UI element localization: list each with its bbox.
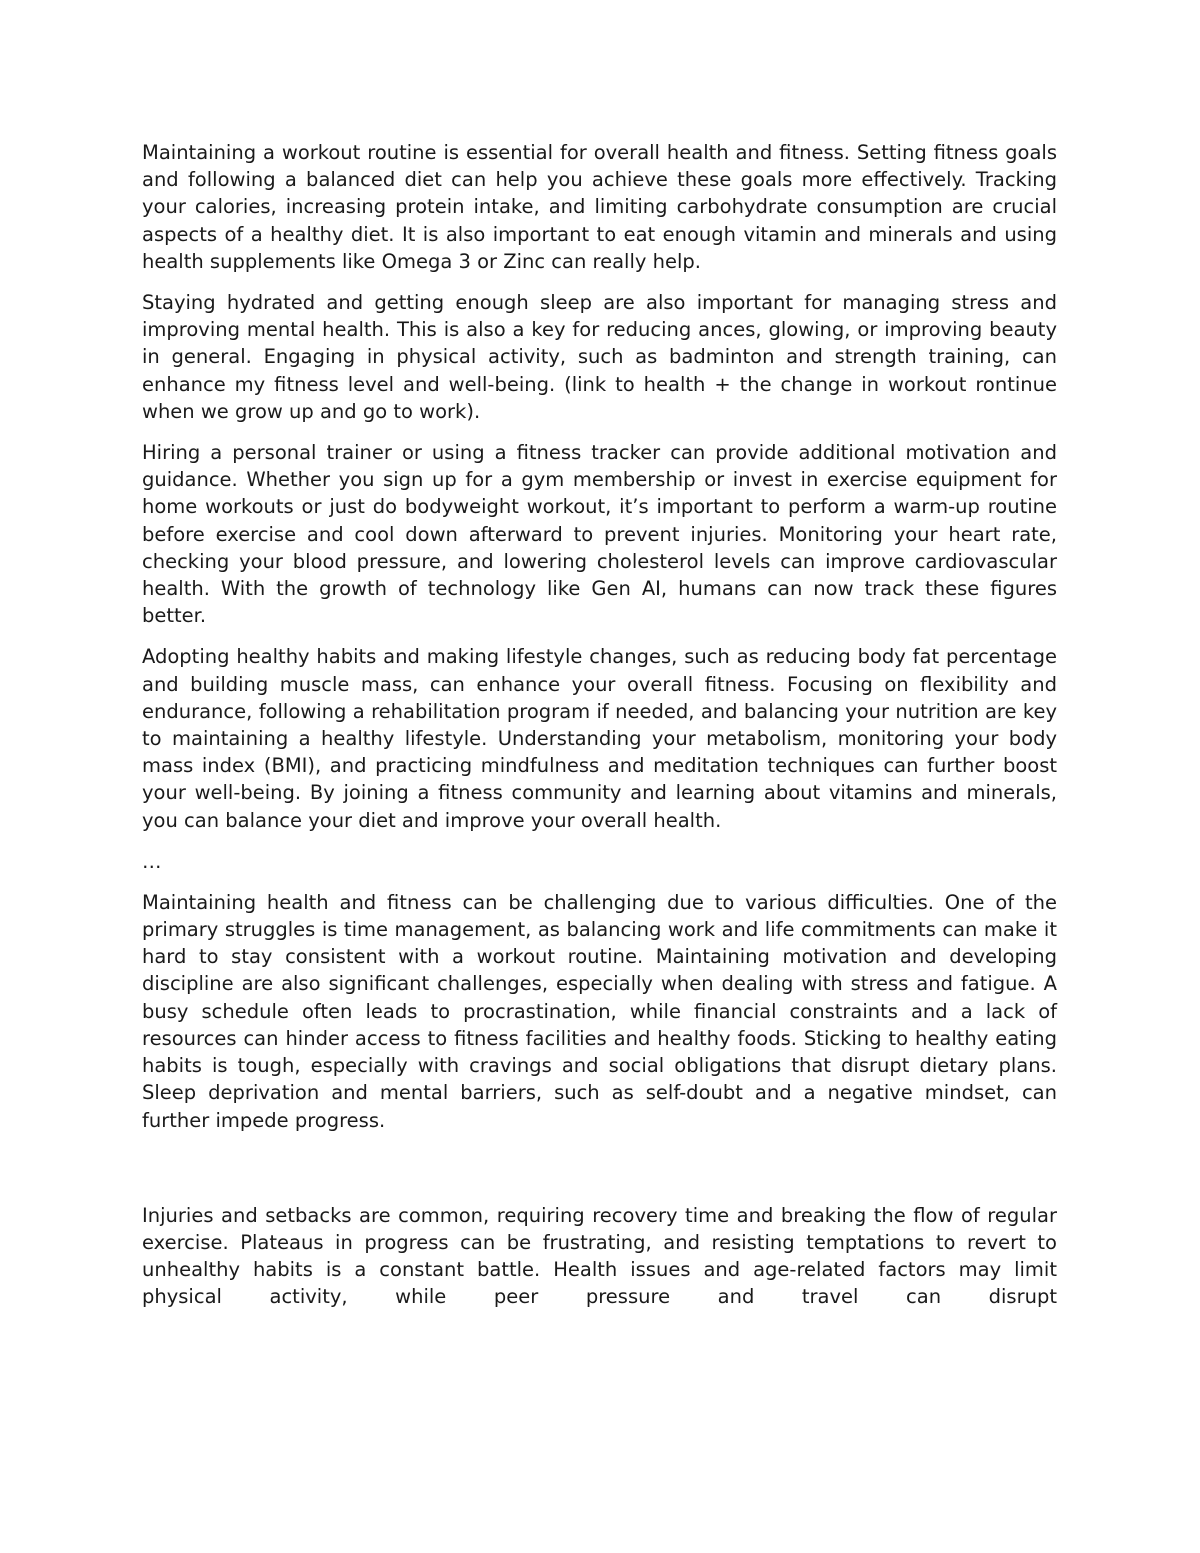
paragraph-trainer-tracker: Hiring a personal trainer or using a fitness tracker can provide additional motivation and guidance. Whether you sign up for a gym membership or invest in exercise equipment for home workouts or just do bodyweight workout, it’s important to perform a warm-up routine before exercise and cool down afterward to prevent injuries. Monitoring your heart rate, checking your blood pressure, and lowering cholesterol levels can improve cardiovascular health. With the growth of technology like Gen AI, humans can now track these figures better.: [142, 441, 1057, 628]
paragraph-challenges: Maintaining health and fitness can be challenging due to various difficulties. One of the primary struggles is time management, as balancing work and life commitments can make it hard to stay consistent with a workout routine. Maintaining motivation and developing discipline are also significant challenges, especially when dealing with stress and fatigue. A busy schedule often leads to procrastination, while financial constraints and a lack of resources can hinder access to fitness facilities and healthy foods. Sticking to healthy eating habits is tough, especially with cravings and social obligations that disrupt dietary plans. Sleep deprivation and mental barriers, such as self-doubt and a negative mindset, can further impede progress.: [142, 890, 1057, 1132]
paragraph-workout-routine: Maintaining a workout routine is essential for overall health and fitness. Setting fitness goals and following a balanced diet can help you achieve these goals more effectively. Tracking your calories, increasing protein intake, and limiting carbohydrate consumption are crucial aspects of a healthy diet. It is also important to eat enough vitamin and minerals and using health supplements like Omega 3 or Zinc can really help.: [142, 141, 1057, 273]
ellipsis-separator: …: [142, 849, 162, 873]
paragraph-injuries-setbacks: Injuries and setbacks are common, requiring recovery time and breaking the flow of regular exercise. Plateaus in progress can be frustrating, and resisting temptations to revert to unhealthy habits is a constant battle. Health issues and age-related factors may limit physical activity, while peer pressure and travel can disrupt: [142, 1203, 1057, 1309]
blank-line: [142, 1148, 1057, 1202]
document-page: [142, 139, 1057, 1325]
paragraph-healthy-habits: Adopting healthy habits and making lifestyle changes, such as reducing body fat percentage and building muscle mass, can enhance your overall fitness. Focusing on flexibility and endurance, following a rehabilitation program if needed, and balancing your nutrition are key to maintaining a healthy lifestyle. Understanding your metabolism, monitoring your body mass index (BMI), and practicing mindfulness and meditation techniques can further boost your well-being. By joining a fitness community and learning about vitamins and minerals, you can balance your diet and improve your overall health.: [142, 645, 1057, 832]
paragraph-hydration-sleep: Staying hydrated and getting enough sleep are also important for managing stress and improving mental health. This is also a key for reducing ances, glowing, or improving beauty in general. Engaging in physical activity, such as badminton and strength training, can enhance my fitness level and well-being. (link to health + the change in workout rontinue when we grow up and go to work).: [142, 291, 1057, 423]
